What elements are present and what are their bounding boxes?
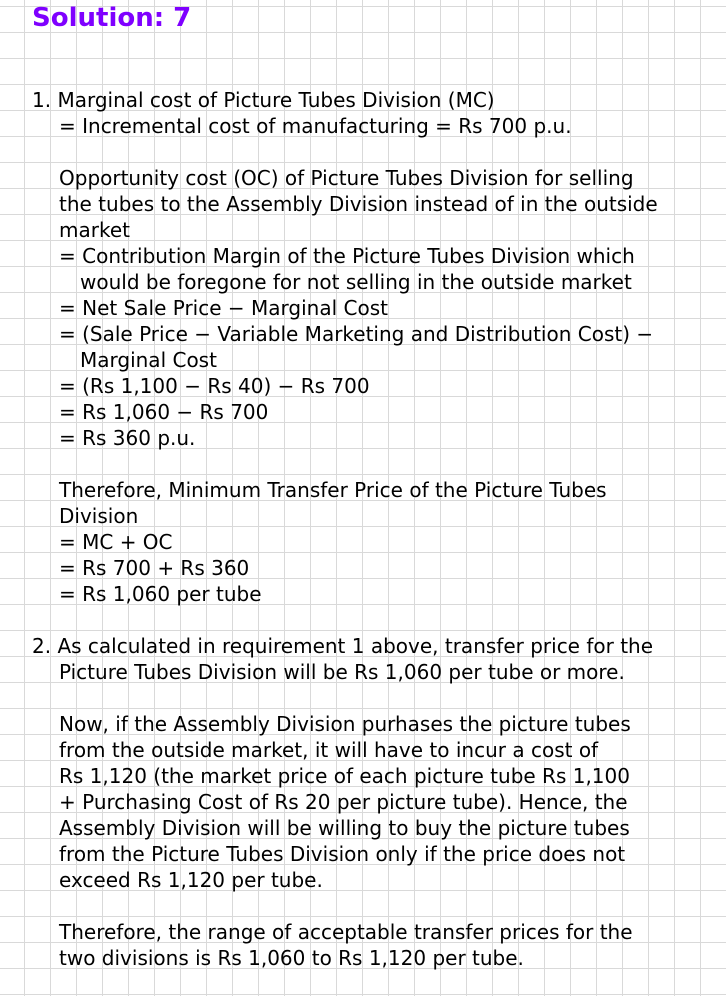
text-line: = Rs 1,060 per tube (59, 582, 262, 606)
text-line: = Net Sale Price − Marginal Cost (59, 296, 388, 320)
text-line: = Incremental cost of manufacturing = Rs 700 p.u. (59, 114, 572, 138)
text-line: Assembly Division will be willing to buy the picture tubes (59, 816, 630, 840)
text-line: = Rs 360 p.u. (59, 426, 196, 450)
text-line: exceed Rs 1,120 per tube. (59, 868, 323, 892)
text-line: Marginal Cost (80, 348, 217, 372)
text-line: = Contribution Margin of the Picture Tubes Division which (59, 244, 635, 268)
page-title: Solution: 7 (32, 3, 192, 33)
text-line: Opportunity cost (OC) of Picture Tubes Division for selling (59, 166, 634, 190)
text-line: market (59, 218, 130, 242)
text-line: = Rs 700 + Rs 360 (59, 556, 250, 580)
text-line: from the Picture Tubes Division only if the price does not (59, 842, 626, 866)
text-line: two divisions is Rs 1,060 to Rs 1,120 per tube. (59, 946, 524, 970)
text-line: Picture Tubes Division will be Rs 1,060 per tube or more. (59, 660, 625, 684)
text-line: = (Sale Price − Variable Marketing and Distribution Cost) − (59, 322, 654, 346)
text-line: + Purchasing Cost of Rs 20 per picture tube). Hence, the (59, 790, 628, 814)
text-line: 2. As calculated in requirement 1 above, transfer price for the (32, 634, 654, 658)
text-line: Now, if the Assembly Division purhases the picture tubes (59, 712, 631, 736)
text-line: Division (59, 504, 139, 528)
text-line: from the outside market, it will have to incur a cost of (59, 738, 599, 762)
text-line: = (Rs 1,100 − Rs 40) − Rs 700 (59, 374, 370, 398)
text-line: Rs 1,120 (the market price of each picture tube Rs 1,100 (59, 764, 630, 788)
text-line: would be foregone for not selling in the outside market (80, 270, 632, 294)
text-line: = MC + OC (59, 530, 173, 554)
text-line: = Rs 1,060 − Rs 700 (59, 400, 269, 424)
text-line: Therefore, Minimum Transfer Price of the Picture Tubes (59, 478, 607, 502)
text-line: 1. Marginal cost of Picture Tubes Division (MC) (32, 88, 495, 112)
text-line: the tubes to the Assembly Division instead of in the outside (59, 192, 658, 216)
text-line: Therefore, the range of acceptable transfer prices for the (59, 920, 633, 944)
